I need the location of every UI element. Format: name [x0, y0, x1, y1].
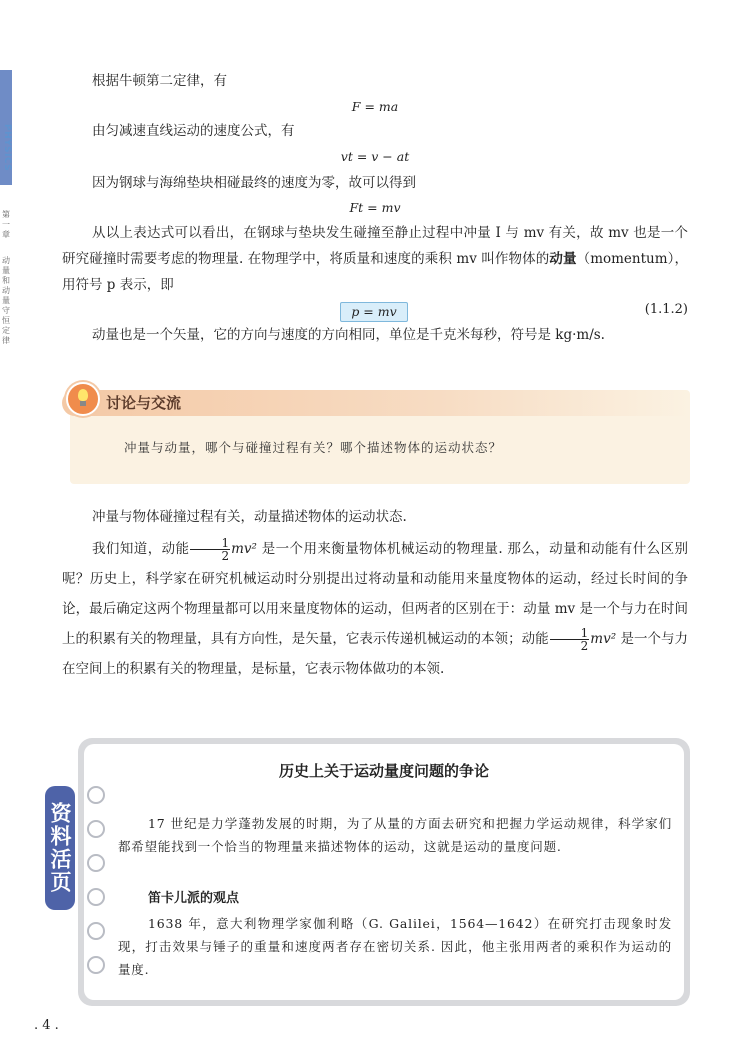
kinetic-mv2-2: mv² [590, 631, 617, 647]
equation-number: (1.1.2) [644, 302, 688, 317]
resource-subtitle: 笛卡儿派的观点 [148, 891, 240, 906]
paragraph-final-velocity: 因为钢球与海绵垫块相碰最终的速度为零，故可以得到 [92, 175, 416, 191]
lightbulb-icon [66, 382, 100, 416]
discussion-title: 讨论与交流 [106, 394, 182, 412]
momentum-definition-text: 从以上表达式可以看出，在钢球与垫块发生碰撞至静止过程中冲量 I 与 mv 有关，故 mv 也是一个研究碰撞时需要考虑的物理量. 在物理学中，将质量和速度的乘积 mv 叫作物体的 [62, 225, 688, 267]
binder-ring-icon [87, 854, 105, 872]
formula-f-ma: F = ma [351, 99, 399, 114]
fraction-one-half-2 [550, 627, 590, 652]
resource-paragraph-1: 17 世纪是力学蓬勃发展的时期，为了从量的方面去研究和把握力学运动规律，科学家们都希望能找到一个恰当的物理量来描述物体的运动，这就是运动的量度问题. [118, 816, 672, 854]
fraction-denominator-2: 2 [580, 639, 589, 653]
fraction-numerator: 1 [190, 537, 230, 550]
chapter-title-label: 动量和动量守恒定律 [2, 256, 10, 345]
fraction-one-half [190, 537, 230, 562]
momentum-definition-tail: （momentum），用符号 p 表示，即 [62, 251, 689, 293]
binder-ring-icon [87, 820, 105, 838]
kinetic-text-c: 是一个与力在空间上的积累有关的物理量，是标量，它表示物体做功的本领. [62, 631, 689, 677]
paragraph-momentum-definition [62, 220, 688, 298]
kinetic-text-b: 是一个用来衡量物体机械运动的物理量. 那么，动量和动能有什么区别呢？历史上，科学家在研究机械运动时分别提出过将动量和动能用来量度物体的运动，经过长时间的争论，最后确定这两个物理量都可以用来量度物体的运动，但两者的区别在于：动量 mv 是一个与力在时间上的积累有关的物理量，具有方向性，是矢量，它表示传递机械运动的本领；动能 [62, 541, 688, 647]
resource-label: 资料活页 [45, 786, 75, 910]
paragraph-answer: 冲量与物体碰撞过程有关，动量描述物体的运动状态. [92, 509, 407, 525]
kinetic-mv2: mv² [231, 541, 257, 557]
resource-title: 历史上关于运动量度问题的争论 [278, 762, 489, 780]
physics-side-label: PHYSICS [2, 124, 12, 172]
chapter-number-label: 第一章 [2, 210, 10, 239]
binder-ring-icon [87, 786, 105, 804]
kinetic-text-a: 我们知道，动能 [92, 541, 190, 557]
paragraph-momentum-vector: 动量也是一个矢量，它的方向与速度的方向相同，单位是千克米每秒，符号是 kg·m/s. [92, 327, 605, 343]
momentum-term: 动量 [549, 251, 577, 267]
page-number: . 4 . [34, 1018, 59, 1033]
fraction-denominator: 2 [221, 549, 230, 563]
discussion-question: 冲量与动量，哪个与碰撞过程有关？哪个描述物体的运动状态？ [124, 440, 503, 455]
paragraph-kinetic-energy [62, 534, 688, 684]
formula-velocity: vt = v − at [340, 149, 410, 164]
resource-paragraph-2: 1638 年，意大利物理学家伽利略（G. Galilei，1564—1642）在研究打击现象时发现，打击效果与锤子的重量和速度两者存在密切关系. 因此，他主张用两者的乘积作为运动的量度. [118, 916, 672, 977]
paragraph-newton: 根据牛顿第二定律，有 [92, 73, 227, 89]
formula-ft-mv: Ft = mv [349, 200, 401, 215]
binder-ring-icon [87, 956, 105, 974]
fraction-numerator-2: 1 [550, 627, 590, 640]
binder-ring-icon [87, 888, 105, 906]
binder-ring-icon [87, 922, 105, 940]
formula-p-mv-highlight: p = mv [340, 302, 408, 322]
paragraph-velocity-formula: 由匀减速直线运动的速度公式，有 [92, 123, 295, 139]
